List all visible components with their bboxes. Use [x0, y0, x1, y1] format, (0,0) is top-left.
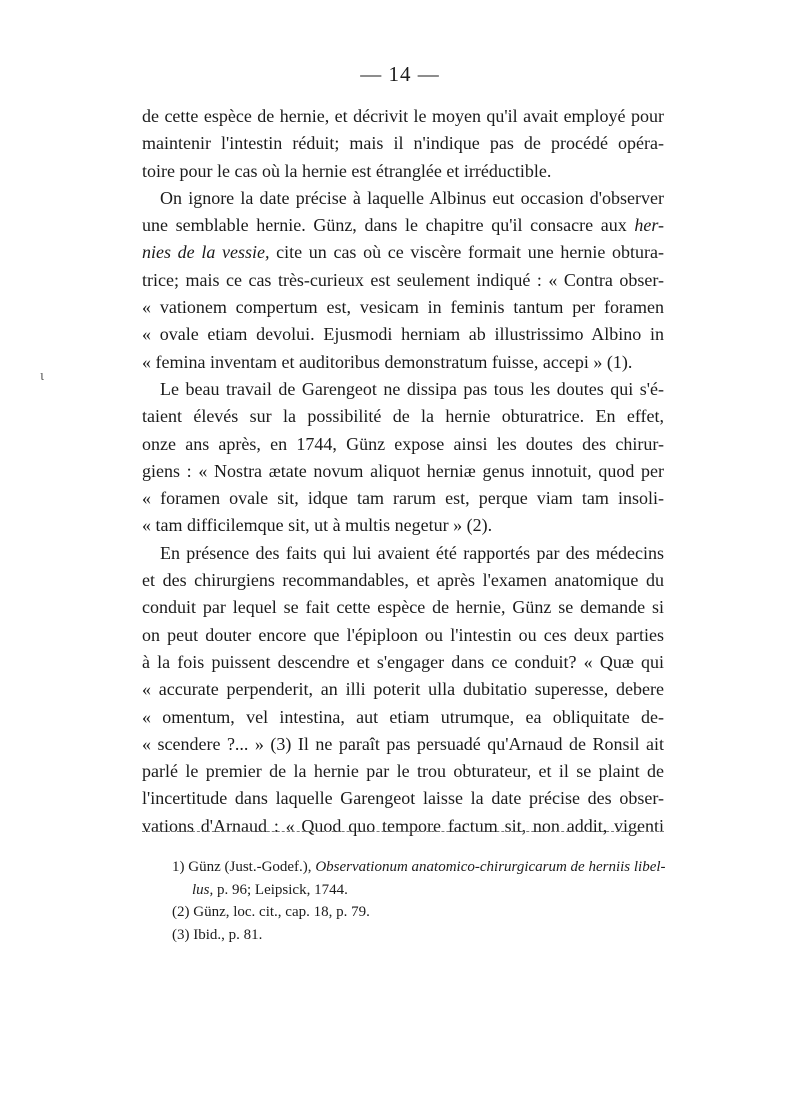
text-line: [142, 349, 664, 376]
line-text: l'incertitude dans laquelle Garengeot laisse la date précise des obser-: [142, 788, 664, 809]
text-line: [142, 813, 664, 840]
line-text: Le beau travail de Garengeot ne dissipa pas tous les doutes qui s'é-: [160, 378, 664, 399]
text-line: [142, 458, 664, 485]
line-text: « foramen ovale sit, idque tam rarum est, perque viam tam insoli-: [142, 488, 664, 509]
text-line: [142, 649, 664, 676]
text-line: [142, 594, 664, 621]
line-text: parlé le premier de la hernie par le trou obturateur, et il se plaint de: [142, 761, 664, 782]
line-text: « accurate perpenderit, an illi poterit ulla dubitatio superesse, debere: [142, 679, 664, 700]
footnote-divider: [142, 831, 664, 832]
page-number: — 14 —: [360, 62, 440, 86]
body-text: [142, 103, 664, 840]
line-text: On ignore la date précise à laquelle Albinus eut occasion d'observer: [160, 187, 664, 208]
footnote: [172, 901, 666, 924]
text-line: [142, 239, 664, 266]
text-line: [142, 758, 664, 785]
footnote-italic: Observationum anatomico-chirurgicarum de herniis libel-: [311, 859, 666, 875]
text-line: [142, 321, 664, 348]
text-line: [142, 540, 664, 567]
line-text: « femina inventam et auditoribus demonstratum fuisse, accepi » (1).: [142, 351, 633, 372]
footnote-text: 1) Günz (Just.-Godef.),: [172, 859, 312, 875]
text-line: [142, 731, 664, 758]
line-text: conduit par lequel se fait cette espèce de hernie, Günz se demande si: [142, 597, 664, 618]
footnote-text: p. 96; Leipsick, 1744.: [213, 881, 348, 898]
text-line: [142, 212, 664, 239]
footnote-text: (3) Ibid., p. 81.: [172, 926, 263, 943]
line-text: maintenir l'intestin réduit; mais il n'indique pas de procédé opéra-: [142, 133, 664, 154]
footnote-italic: lus,: [192, 881, 214, 898]
text-line: [142, 567, 664, 594]
line-text: « omentum, vel intestina, aut etiam utrumque, ea obliquitate de-: [142, 706, 664, 727]
text-line: [142, 158, 664, 185]
footnote: [172, 879, 666, 902]
line-text: vations d'Arnaud : « Quod quo tempore factum sit, non addit, vigenti: [142, 815, 664, 836]
text-line: [142, 431, 664, 458]
text-line: [142, 185, 664, 212]
line-text: on peut douter encore que l'épiploon ou l'intestin ou ces deux parties: [142, 624, 664, 645]
text-line: [142, 785, 664, 812]
line-text: « tam difficilemque sit, ut à multis negetur » (2).: [142, 515, 493, 536]
text-line: [142, 376, 664, 403]
footnote-text: (2) Günz, loc. cit., cap. 18, p. 79.: [172, 904, 370, 920]
line-text: et des chirurgiens recommandables, et après l'examen anatomique du: [142, 570, 664, 591]
line-text: une semblable hernie. Günz, dans le chapitre qu'il consacre aux: [142, 215, 627, 236]
text-line: [142, 622, 664, 649]
text-line: [142, 485, 664, 512]
margin-mark: ι: [40, 368, 45, 384]
line-text: onze ans après, en 1744, Günz expose ainsi les doutes des chirur-: [142, 433, 664, 454]
footnote: [172, 924, 666, 947]
line-text: giens : « Nostra ætate novum aliquot herniæ genus innotuit, quod per: [142, 460, 664, 481]
line-text: « scendere ?... » (3) Il ne paraît pas persuadé qu'Arnaud de Ronsil ait: [142, 733, 664, 754]
line-text: taient élevés sur la possibilité de la hernie obturatrice. En effet,: [142, 406, 664, 427]
line-text: « vationem compertum est, vesicam in feminis tantum per foramen: [142, 297, 664, 318]
line-text: trice; mais ce cas très-curieux est seulement indiqué : « Contra obser-: [142, 269, 664, 290]
text-line: [142, 267, 664, 294]
line-text: de cette espèce de hernie, et décrivit le moyen qu'il avait employé pour: [142, 106, 664, 126]
text-line: [142, 704, 664, 731]
footnotes: [172, 856, 666, 946]
text-line: [142, 676, 664, 703]
line-text: « ovale etiam devolui. Ejusmodi herniam ab illustrissimo Albino in: [142, 324, 664, 345]
line-text: En présence des faits qui lui avaient été rapportés par des médecins: [160, 542, 664, 563]
line-text: à la fois puissent descendre et s'engager dans ce conduit? « Quæ qui: [142, 651, 664, 672]
footnote: [172, 856, 666, 879]
text-line: [142, 294, 664, 321]
text-line: [142, 403, 664, 430]
text-line: [142, 103, 664, 130]
line-text: toire pour le cas où la hernie est étranglée et irréductible.: [142, 160, 552, 181]
italic-text: her-: [634, 215, 664, 236]
text-line: [142, 130, 664, 157]
line-text: cite un cas où ce viscère formait une hernie obtura-: [269, 242, 664, 263]
text-line: [142, 512, 664, 539]
italic-text: nies de la vessie,: [142, 242, 270, 263]
